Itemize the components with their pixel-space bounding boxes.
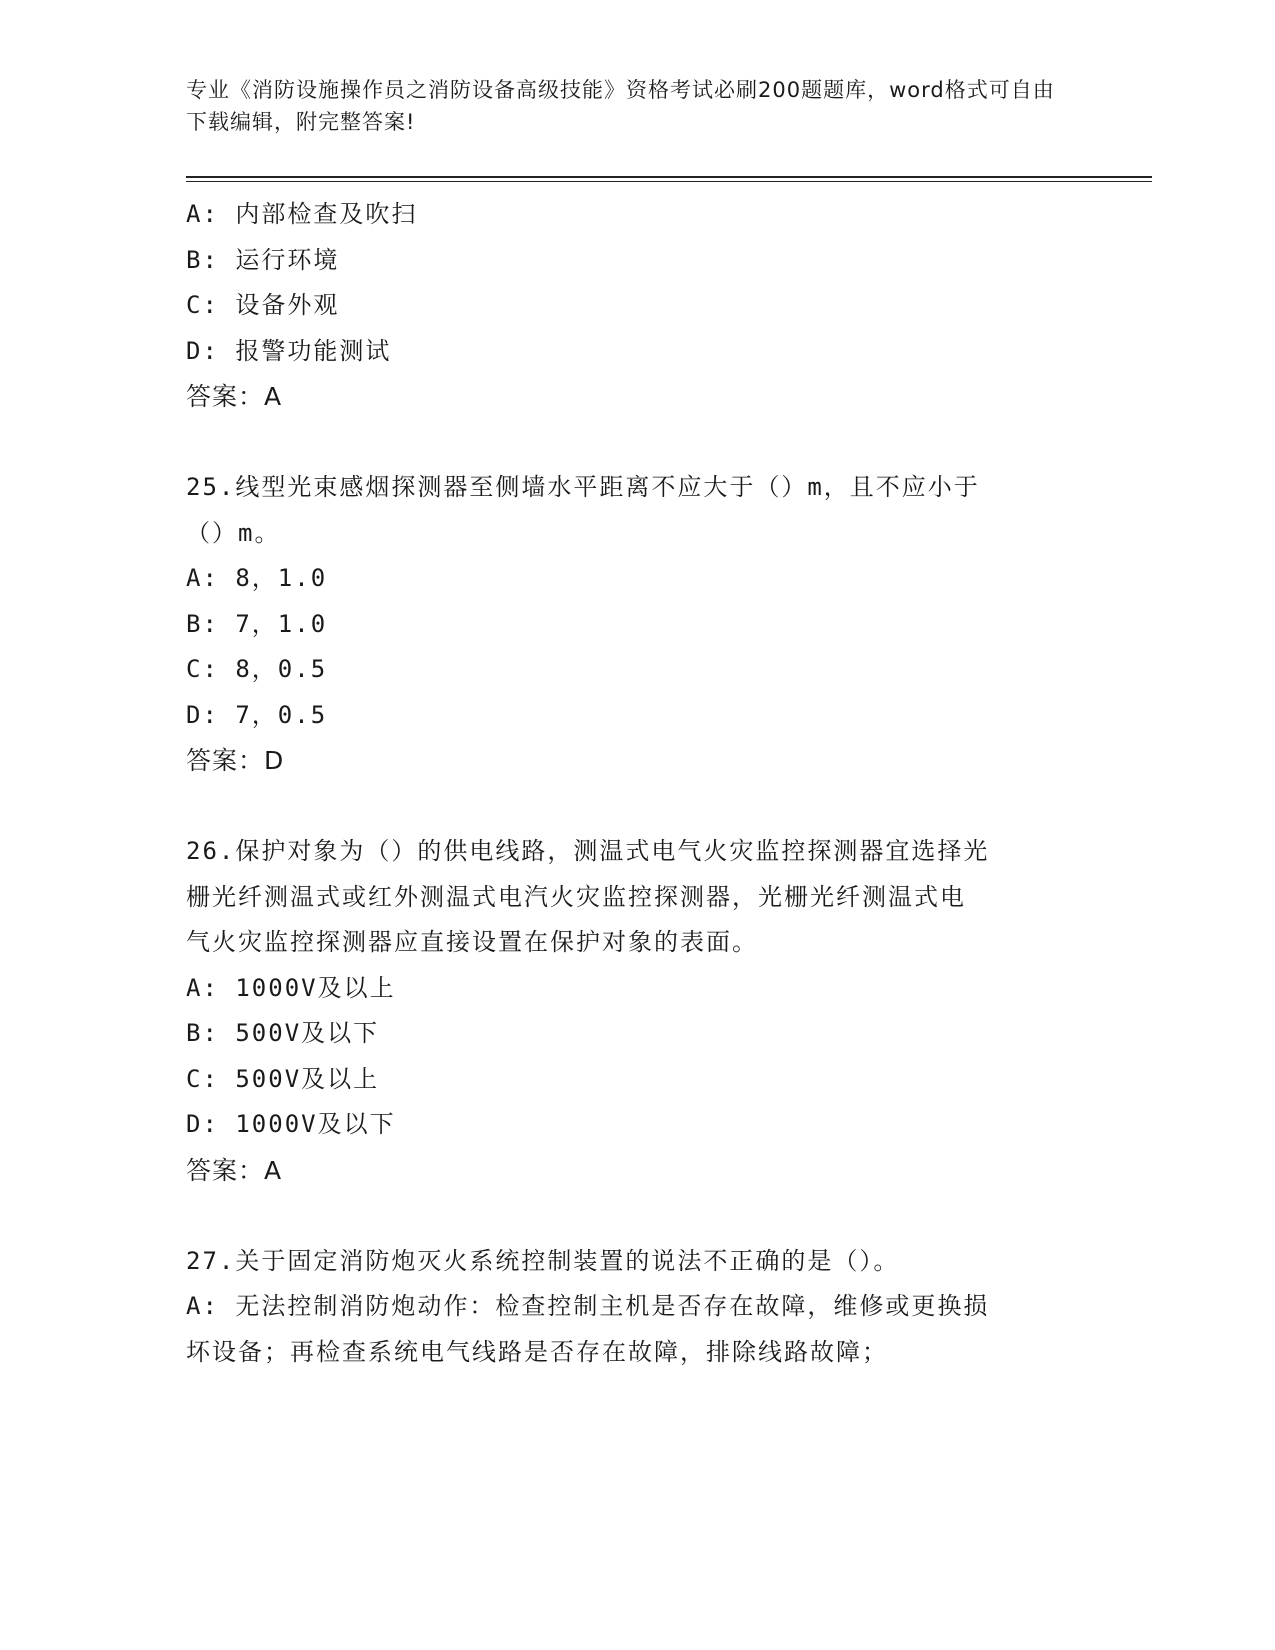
header-divider-thin <box>186 181 1152 182</box>
option-c: C: 设备外观 <box>186 291 340 319</box>
question-stem: 25.线型光束感烟探测器至侧墙水平距离不应大于（）m，且不应小于 <box>186 473 980 501</box>
document-body <box>186 192 1086 1375</box>
spacer <box>186 420 1086 466</box>
answer: 答案：A <box>186 1155 283 1185</box>
option-b: B: 500V及以下 <box>186 1019 380 1047</box>
option-a: A: 内部检查及吹扫 <box>186 200 418 228</box>
question-stem: 栅光纤测温式或红外测温式电汽火灾监控探测器，光栅光纤测温式电 <box>186 882 966 911</box>
answer: 答案：D <box>186 746 285 775</box>
option-b: B: 7，1.0 <box>186 609 328 638</box>
option-d: D: 1000V及以下 <box>186 1110 396 1138</box>
option-a: A: 1000V及以上 <box>186 973 396 1002</box>
document-title: 专业《消防设施操作员之消防设备高级技能》资格考试必刷200题题库，word格式可自由下载编辑，附完整答案! <box>186 78 1055 134</box>
option-c: C: 500V及以上 <box>186 1064 380 1093</box>
answer: 答案：A <box>186 382 283 411</box>
question-stem: 26.保护对象为（）的供电线路，测温式电气火灾监控探测器宜选择光 <box>186 837 990 865</box>
question-stem: （）m。 <box>186 518 281 547</box>
option-a-continued: 坏设备；再检查系统电气线路是否存在故障，排除线路故障； <box>186 1337 888 1366</box>
spacer <box>186 784 1086 830</box>
header-divider-thick <box>186 176 1152 178</box>
question-stem: 27.关于固定消防炮灭火系统控制装置的说法不正确的是（）。 <box>186 1246 900 1275</box>
option-d: D: 7，0.5 <box>186 700 328 729</box>
option-a: A: 无法控制消防炮动作：检查控制主机是否存在故障，维修或更换损 <box>186 1292 990 1320</box>
option-d: D: 报警功能测试 <box>186 336 392 365</box>
option-a: A: 8，1.0 <box>186 564 328 592</box>
option-c: C: 8，0.5 <box>186 655 328 683</box>
document-header <box>186 74 1066 138</box>
spacer <box>186 1193 1086 1239</box>
question-stem: 气火灾监控探测器应直接设置在保护对象的表面。 <box>186 928 758 956</box>
option-b: B: 运行环境 <box>186 245 340 274</box>
